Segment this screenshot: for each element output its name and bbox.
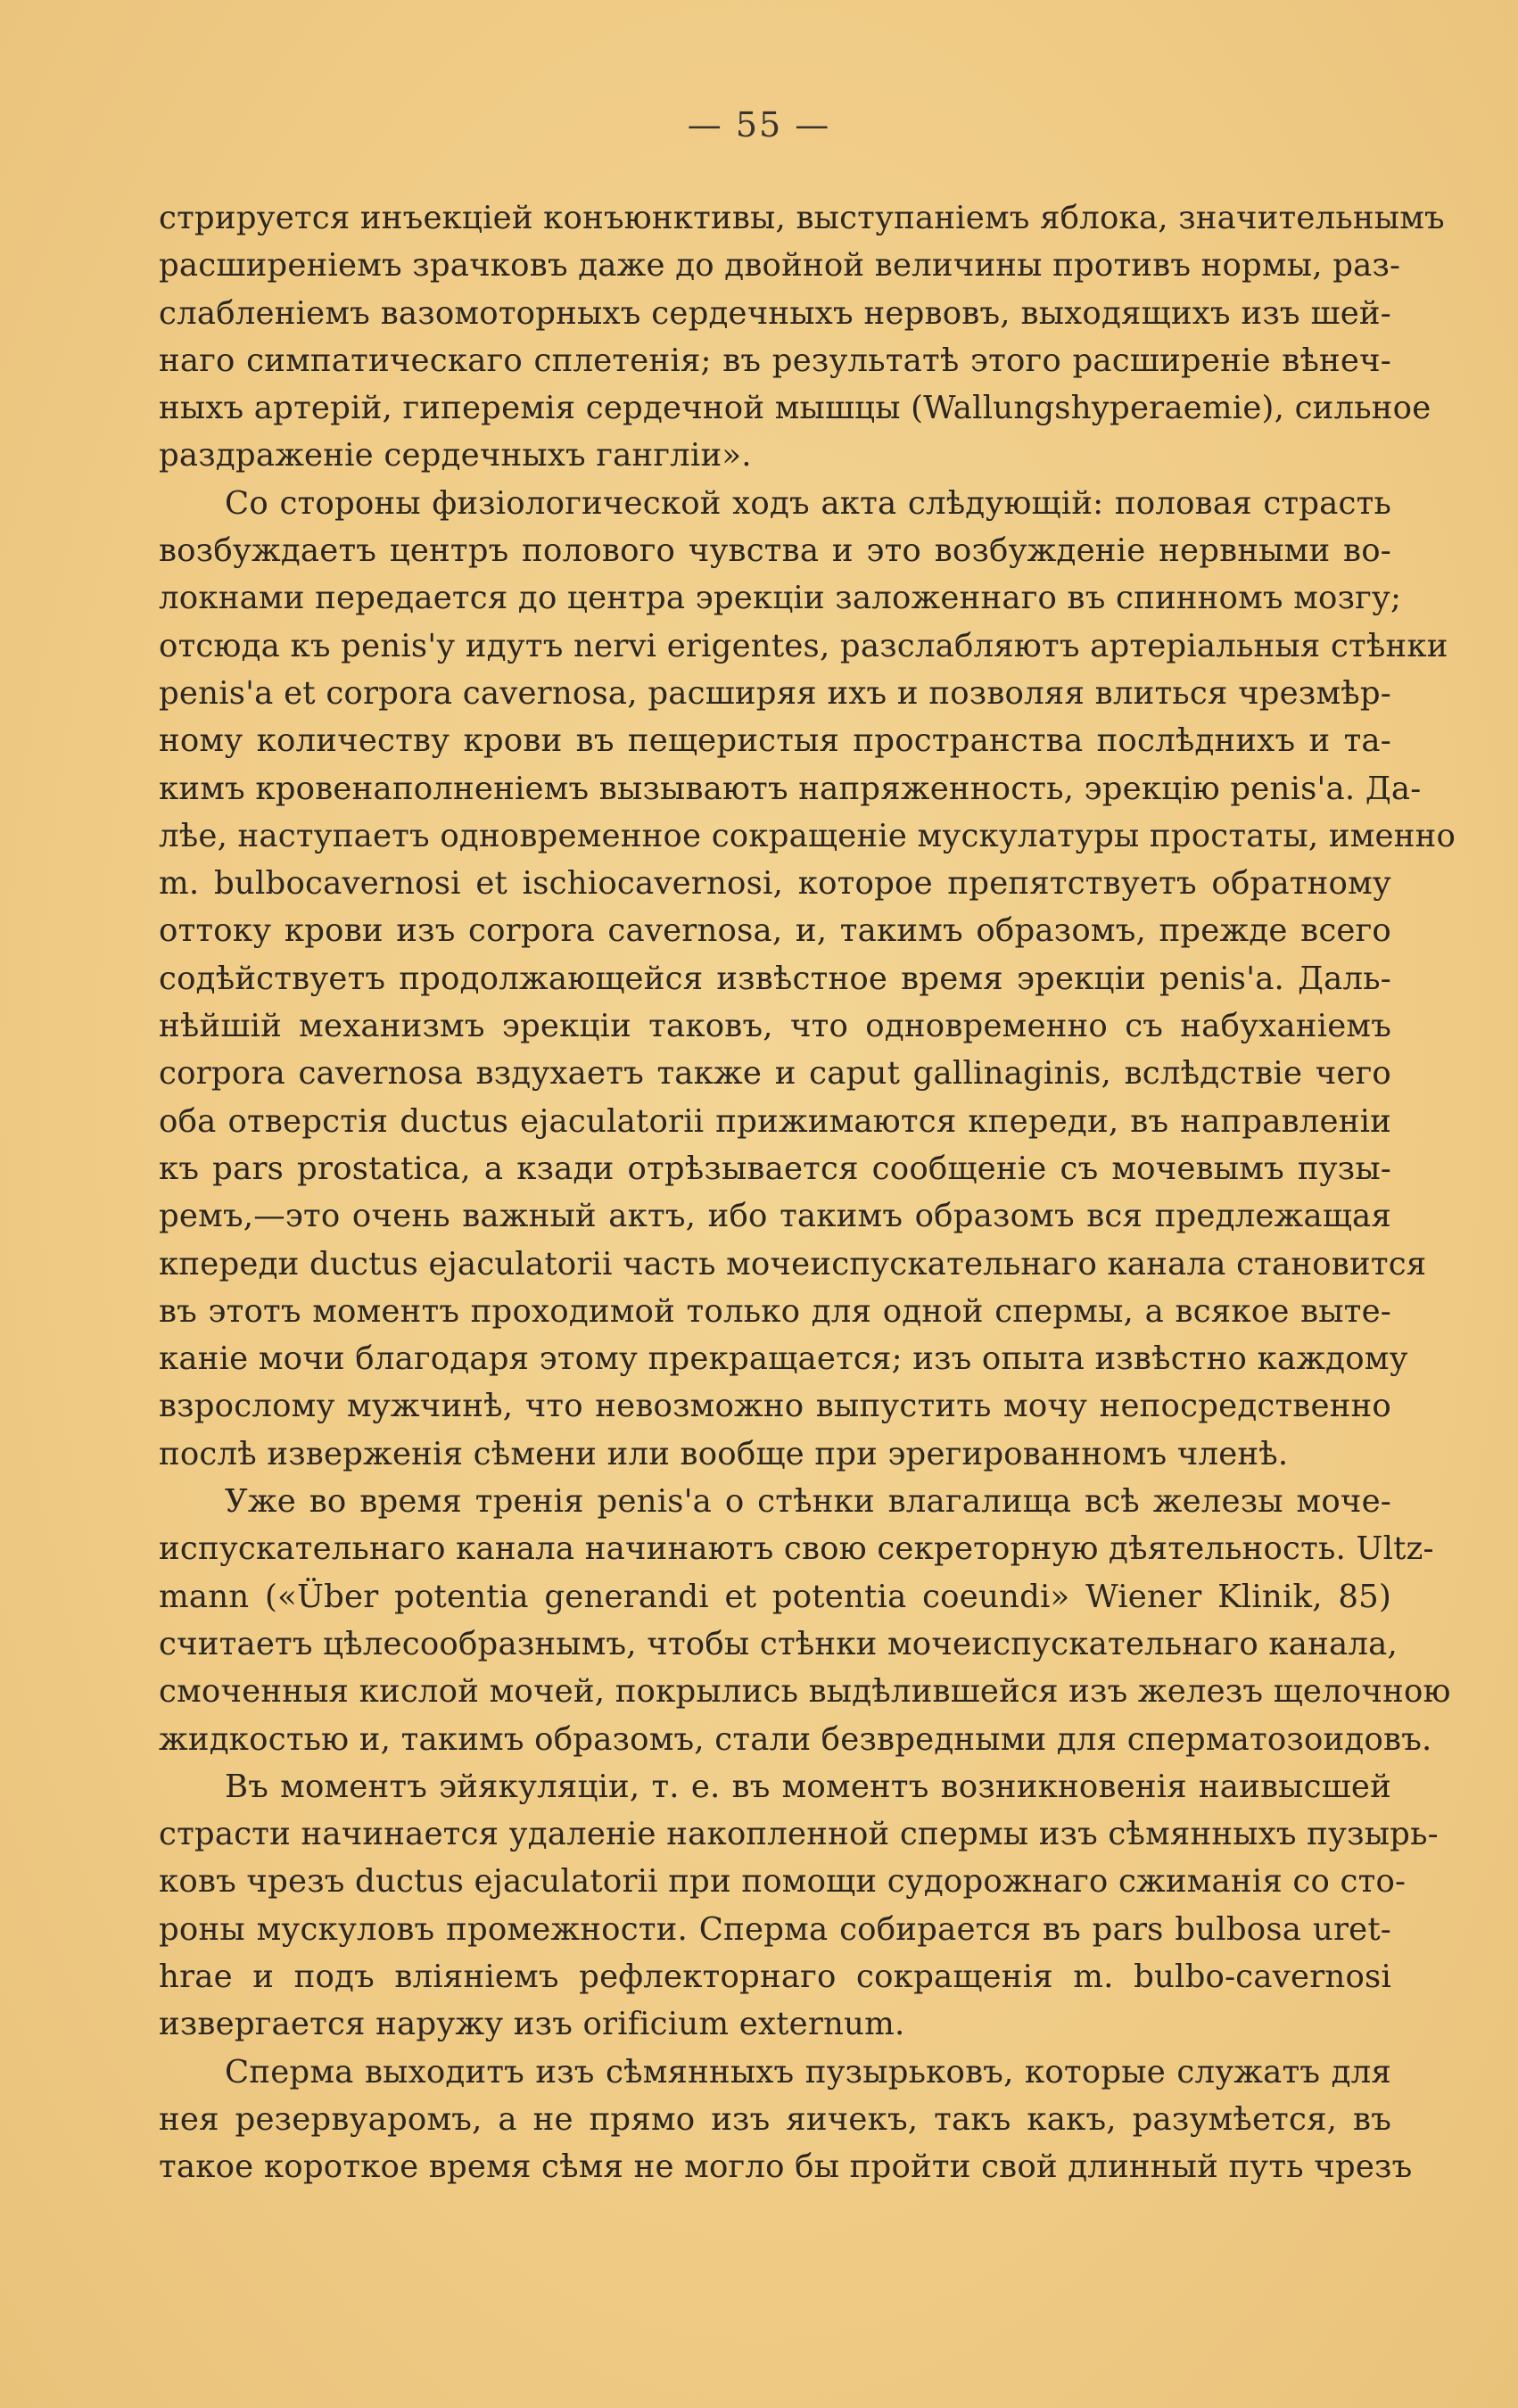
- text-line: оттоку крови изъ corpora cavernosa, и, такимъ образомъ, прежде всего: [159, 912, 1391, 950]
- text-line: въ этотъ моментъ проходимой только для одной спермы, а всякое выте-: [159, 1292, 1391, 1330]
- text-line: нея резервуаромъ, а не прямо изъ яичекъ, такъ какъ, разумѣется, въ: [159, 2100, 1391, 2138]
- text-line: испускательнаго канала начинаютъ свою секреторную дѣятельность. Ultz-: [159, 1530, 1434, 1568]
- text-line: hrae и подъ вліяніемъ рефлекторнаго сокращенія m. bulbo-cavernosi: [159, 1958, 1391, 1995]
- text-line: Сперма выходитъ изъ сѣмянныхъ пузырьковъ, которые служатъ для: [225, 2053, 1391, 2091]
- text-line: взрослому мужчинѣ, что невозможно выпустить мочу непосредственно: [159, 1388, 1391, 1425]
- text-line: страсти начинается удаленіе накопленной спермы изъ сѣмянныхъ пузырь-: [159, 1816, 1439, 1853]
- text-line: нѣйшій механизмъ эрекціи таковъ, что одновременно съ набуханіемъ: [159, 1008, 1391, 1045]
- text-line: смоченныя кислой мочей, покрылись выдѣлившейся изъ железъ щелочною: [159, 1673, 1451, 1711]
- text-line: стрируется инъекціей конъюнктивы, выступаніемъ яблока, значительнымъ: [159, 200, 1445, 236]
- text-line: кпереди ductus ejaculatorii часть мочеиспускательнаго канала становится: [159, 1245, 1427, 1282]
- text-line: жидкостью и, такимъ образомъ, стали безвредными для сперматозоидовъ.: [159, 1720, 1432, 1758]
- text-line: penis'a et corpora cavernosa, расширяя ихъ и позволяя влиться чрезмѣр-: [159, 674, 1391, 712]
- text-line: Уже во время тренія penis'a о стѣнки влагалища всѣ железы моче-: [225, 1483, 1391, 1521]
- text-line: corpora cavernosa вздухаетъ также и caput gallinaginis, вслѣдствіе чего: [159, 1055, 1391, 1093]
- text-line: Въ моментъ эйякуляціи, т. е. въ моментъ возникновенія наивысшей: [225, 1768, 1391, 1805]
- text-line: наго симпатическаго сплетенія; въ результатѣ этого расширеніе вѣнеч-: [159, 342, 1391, 379]
- text-line: ремъ,—это очень важный актъ, ибо такимъ образомъ вся предлежащая: [159, 1198, 1391, 1235]
- text-line: ному количеству крови въ пещеристыя пространства послѣднихъ и та-: [159, 722, 1391, 760]
- page-number: — 55 —: [687, 105, 831, 144]
- text-line: послѣ изверженія сѣмени или вообще при эрегированномъ членѣ.: [159, 1435, 1289, 1472]
- text-line: расширеніемъ зрачковъ даже до двойной величины противъ нормы, раз-: [159, 247, 1401, 285]
- text-line: слабленіемъ вазомоторныхъ сердечныхъ нервовъ, выходящихъ изъ шей-: [159, 294, 1391, 332]
- text-line: роны мускуловъ промежности. Сперма собирается въ pars bulbosa uret-: [159, 1910, 1391, 1948]
- text-line: къ pars prostatica, а кзади отрѣзывается сообщеніе съ мочевымъ пузы-: [159, 1150, 1391, 1187]
- text-line: Со стороны физіологической ходъ акта слѣдующій: половая страсть: [225, 484, 1391, 522]
- text-line: каніе мочи благодаря этому прекращается; изъ опыта извѣстно каждому: [159, 1340, 1408, 1378]
- text-line: извергается наружу изъ orificium externum.: [159, 2006, 905, 2043]
- text-line: раздраженіе сердечныхъ гангліи».: [159, 437, 752, 474]
- text-line: такое короткое время сѣмя не могло бы пройти свой длинный путь чрезъ: [159, 2148, 1413, 2186]
- body-text: [159, 194, 1456, 2190]
- text-line: содѣйствуетъ продолжающейся извѣстное время эрекціи penis'a. Даль-: [159, 960, 1391, 997]
- text-line: возбуждаетъ центръ полового чувства и это возбужденіе нервными во-: [159, 532, 1391, 570]
- text-line: отсюда къ penis'у идутъ nervi erigentes, разслабляютъ артеріальныя стѣнки: [159, 627, 1448, 664]
- text-line: mann («Über potentia generandi et potentia coeundi» Wiener Klinik, 85): [159, 1578, 1391, 1615]
- text-line: лѣе, наступаетъ одновременное сокращеніе мускулатуры простаты, именно: [159, 817, 1456, 854]
- text-line: считаетъ цѣлесообразнымъ, чтобы стѣнки мочеиспускательнаго канала,: [159, 1625, 1398, 1662]
- text-line: локнами передается до центра эрекціи заложеннаго въ спинномъ мозгу;: [159, 580, 1402, 617]
- text-line: оба отверстія ductus ejaculatorii прижимаются кпереди, въ направленіи: [159, 1102, 1391, 1140]
- text-line: ковъ чрезъ ductus ejaculatorii при помощи судорожнаго сжиманія со сто-: [159, 1863, 1407, 1901]
- text-line: кимъ кровенаполненіемъ вызываютъ напряженность, эрекцію penis'a. Да-: [159, 770, 1422, 807]
- text-line: m. bulbocavernosi et ischiocavernosi, которое препятствуетъ обратному: [159, 865, 1391, 903]
- text-line: ныхъ артерій, гиперемія сердечной мышцы (Wallungshyperaemie), сильное: [159, 390, 1431, 427]
